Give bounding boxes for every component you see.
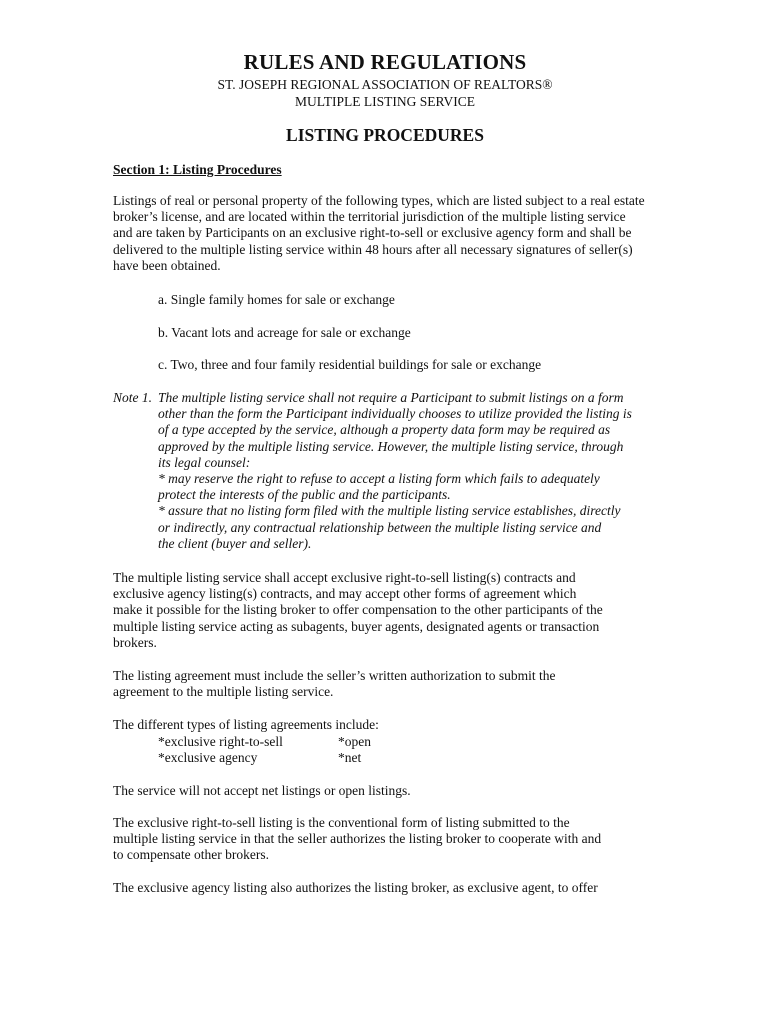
agreement-type-net: *net (338, 750, 362, 765)
section-1-heading: Section 1: Listing Procedures (113, 162, 282, 177)
paragraph-exclusive-agency: The exclusive agency listing also authorizes the listing broker, as exclusive agent, to offer (113, 880, 598, 895)
list-item-a: a. Single family homes for sale or exchange (158, 292, 395, 307)
list-item-b: b. Vacant lots and acreage for sale or exchange (158, 325, 411, 340)
note-line: * assure that no listing form filed with the multiple listing service establishes, directly (158, 503, 621, 519)
note-line: or indirectly, any contractual relationship between the multiple listing service and (158, 519, 602, 535)
note-label: Note 1. (113, 390, 152, 405)
note-line: approved by the multiple listing service. However, the multiple listing service, through (158, 438, 624, 454)
note-line: of a type accepted by the service, although a property data form may be required as (158, 422, 611, 438)
paragraph-listing-types-intro: Listings of real or personal property of the following types, which are listed subject to a real estate broker’s license, and are located within the territorial jurisdiction of the multiple listing service and are taken by Participants on an exclusive right-to-sell or exclusive agency form and shall be delivered to the multiple listing service within 48 hours after all necessary signatures of seller(s) have been obtained. (113, 193, 645, 273)
agreement-type-open: *open (338, 734, 371, 749)
note-line: the client (buyer and seller). (158, 535, 312, 551)
note-line: other than the form the Participant individually chooses to utilize provided the listing is (158, 406, 632, 422)
agreement-type-exclusive-agency: *exclusive agency (158, 750, 258, 765)
paragraph-exclusive-right-to-sell: The exclusive right-to-sell listing is the conventional form of listing submitted to the multiple listing service in that the seller authorizes the listing broker to cooperate with and to compensate other brokers. (113, 815, 602, 863)
note-body (158, 390, 653, 552)
organization-name: ST. JOSEPH REGIONAL ASSOCIATION OF REALTORS® (217, 77, 553, 92)
listing-procedures-heading: LISTING PROCEDURES (286, 125, 484, 145)
agreement-type-exclusive-right-to-sell: *exclusive right-to-sell (158, 734, 283, 749)
note-line: The multiple listing service shall not require a Participant to submit listings on a form (158, 390, 624, 405)
paragraph-accepted-contracts: The multiple listing service shall accept exclusive right-to-sell listing(s) contracts and exclusive agency listing(s) contracts, and may accept other forms of agreement which make it possible for the listing broker to offer compensation to the other participants of the multiple listing service acting as subagents, buyer agents, designated agents or transaction brokers. (113, 570, 603, 650)
document-title: RULES AND REGULATIONS (243, 50, 527, 74)
list-item-c: c. Two, three and four family residential buildings for sale or exchange (158, 357, 542, 372)
paragraph-not-accepted: The service will not accept net listings or open listings. (113, 783, 411, 798)
paragraph-agreement-types-intro: The different types of listing agreements include: (113, 717, 379, 732)
note-line: * may reserve the right to refuse to accept a listing form which fails to adequately (158, 471, 600, 487)
paragraph-seller-authorization: The listing agreement must include the seller’s written authorization to submit the agreement to the multiple listing service. (113, 668, 556, 700)
note-line: protect the interests of the public and the participants. (158, 487, 451, 503)
service-name: MULTIPLE LISTING SERVICE (295, 94, 475, 109)
note-1 (113, 390, 653, 552)
note-line: its legal counsel: (158, 454, 251, 470)
